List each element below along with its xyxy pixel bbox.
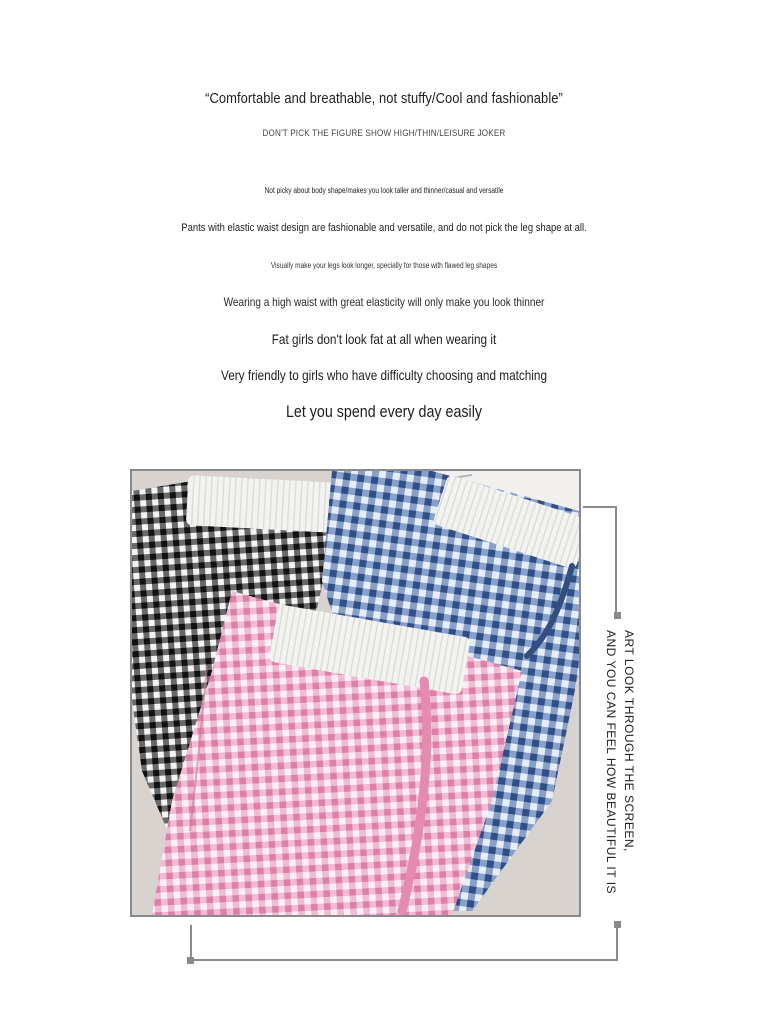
decorative-bracket-right — [583, 506, 617, 616]
side-caption-line-1: ART LOOK THROUGH THE SCREEN, — [622, 630, 636, 852]
feature-line-1: Not picky about body shape/makes you look taller and thinner/casual and versatile — [264, 186, 504, 195]
feature-line-5: Fat girls don't look fat at all when wearing it — [271, 331, 497, 347]
decorative-bracket-bottom — [190, 925, 618, 961]
feature-line-2: Pants with elastic waist design are fashionable and versatile, and do not pick the leg shape at all. — [181, 222, 587, 234]
headline: “Comfortable and breathable, not stuffy/Cool and fashionable” — [205, 90, 563, 107]
bracket-dot-upper — [614, 612, 621, 619]
caps-subtitle: DON'T PICK THE FIGURE SHOW HIGH/THIN/LEISURE JOKER — [262, 128, 506, 138]
side-caption-line-2: AND YOU CAN FEEL HOW BEAUTIFUL IT IS — [604, 630, 618, 895]
feature-line-6: Very friendly to girls who have difficulty choosing and matching — [221, 367, 547, 383]
feature-line-7: Let you spend every day easily — [285, 402, 483, 421]
feature-line-4: Wearing a high waist with great elasticity will only make you look thinner — [223, 295, 545, 309]
side-caption — [604, 630, 638, 900]
product-photo — [130, 469, 581, 917]
feature-line-3: Visually make your legs look longer, specially for those with flawed leg shapes — [270, 261, 498, 270]
